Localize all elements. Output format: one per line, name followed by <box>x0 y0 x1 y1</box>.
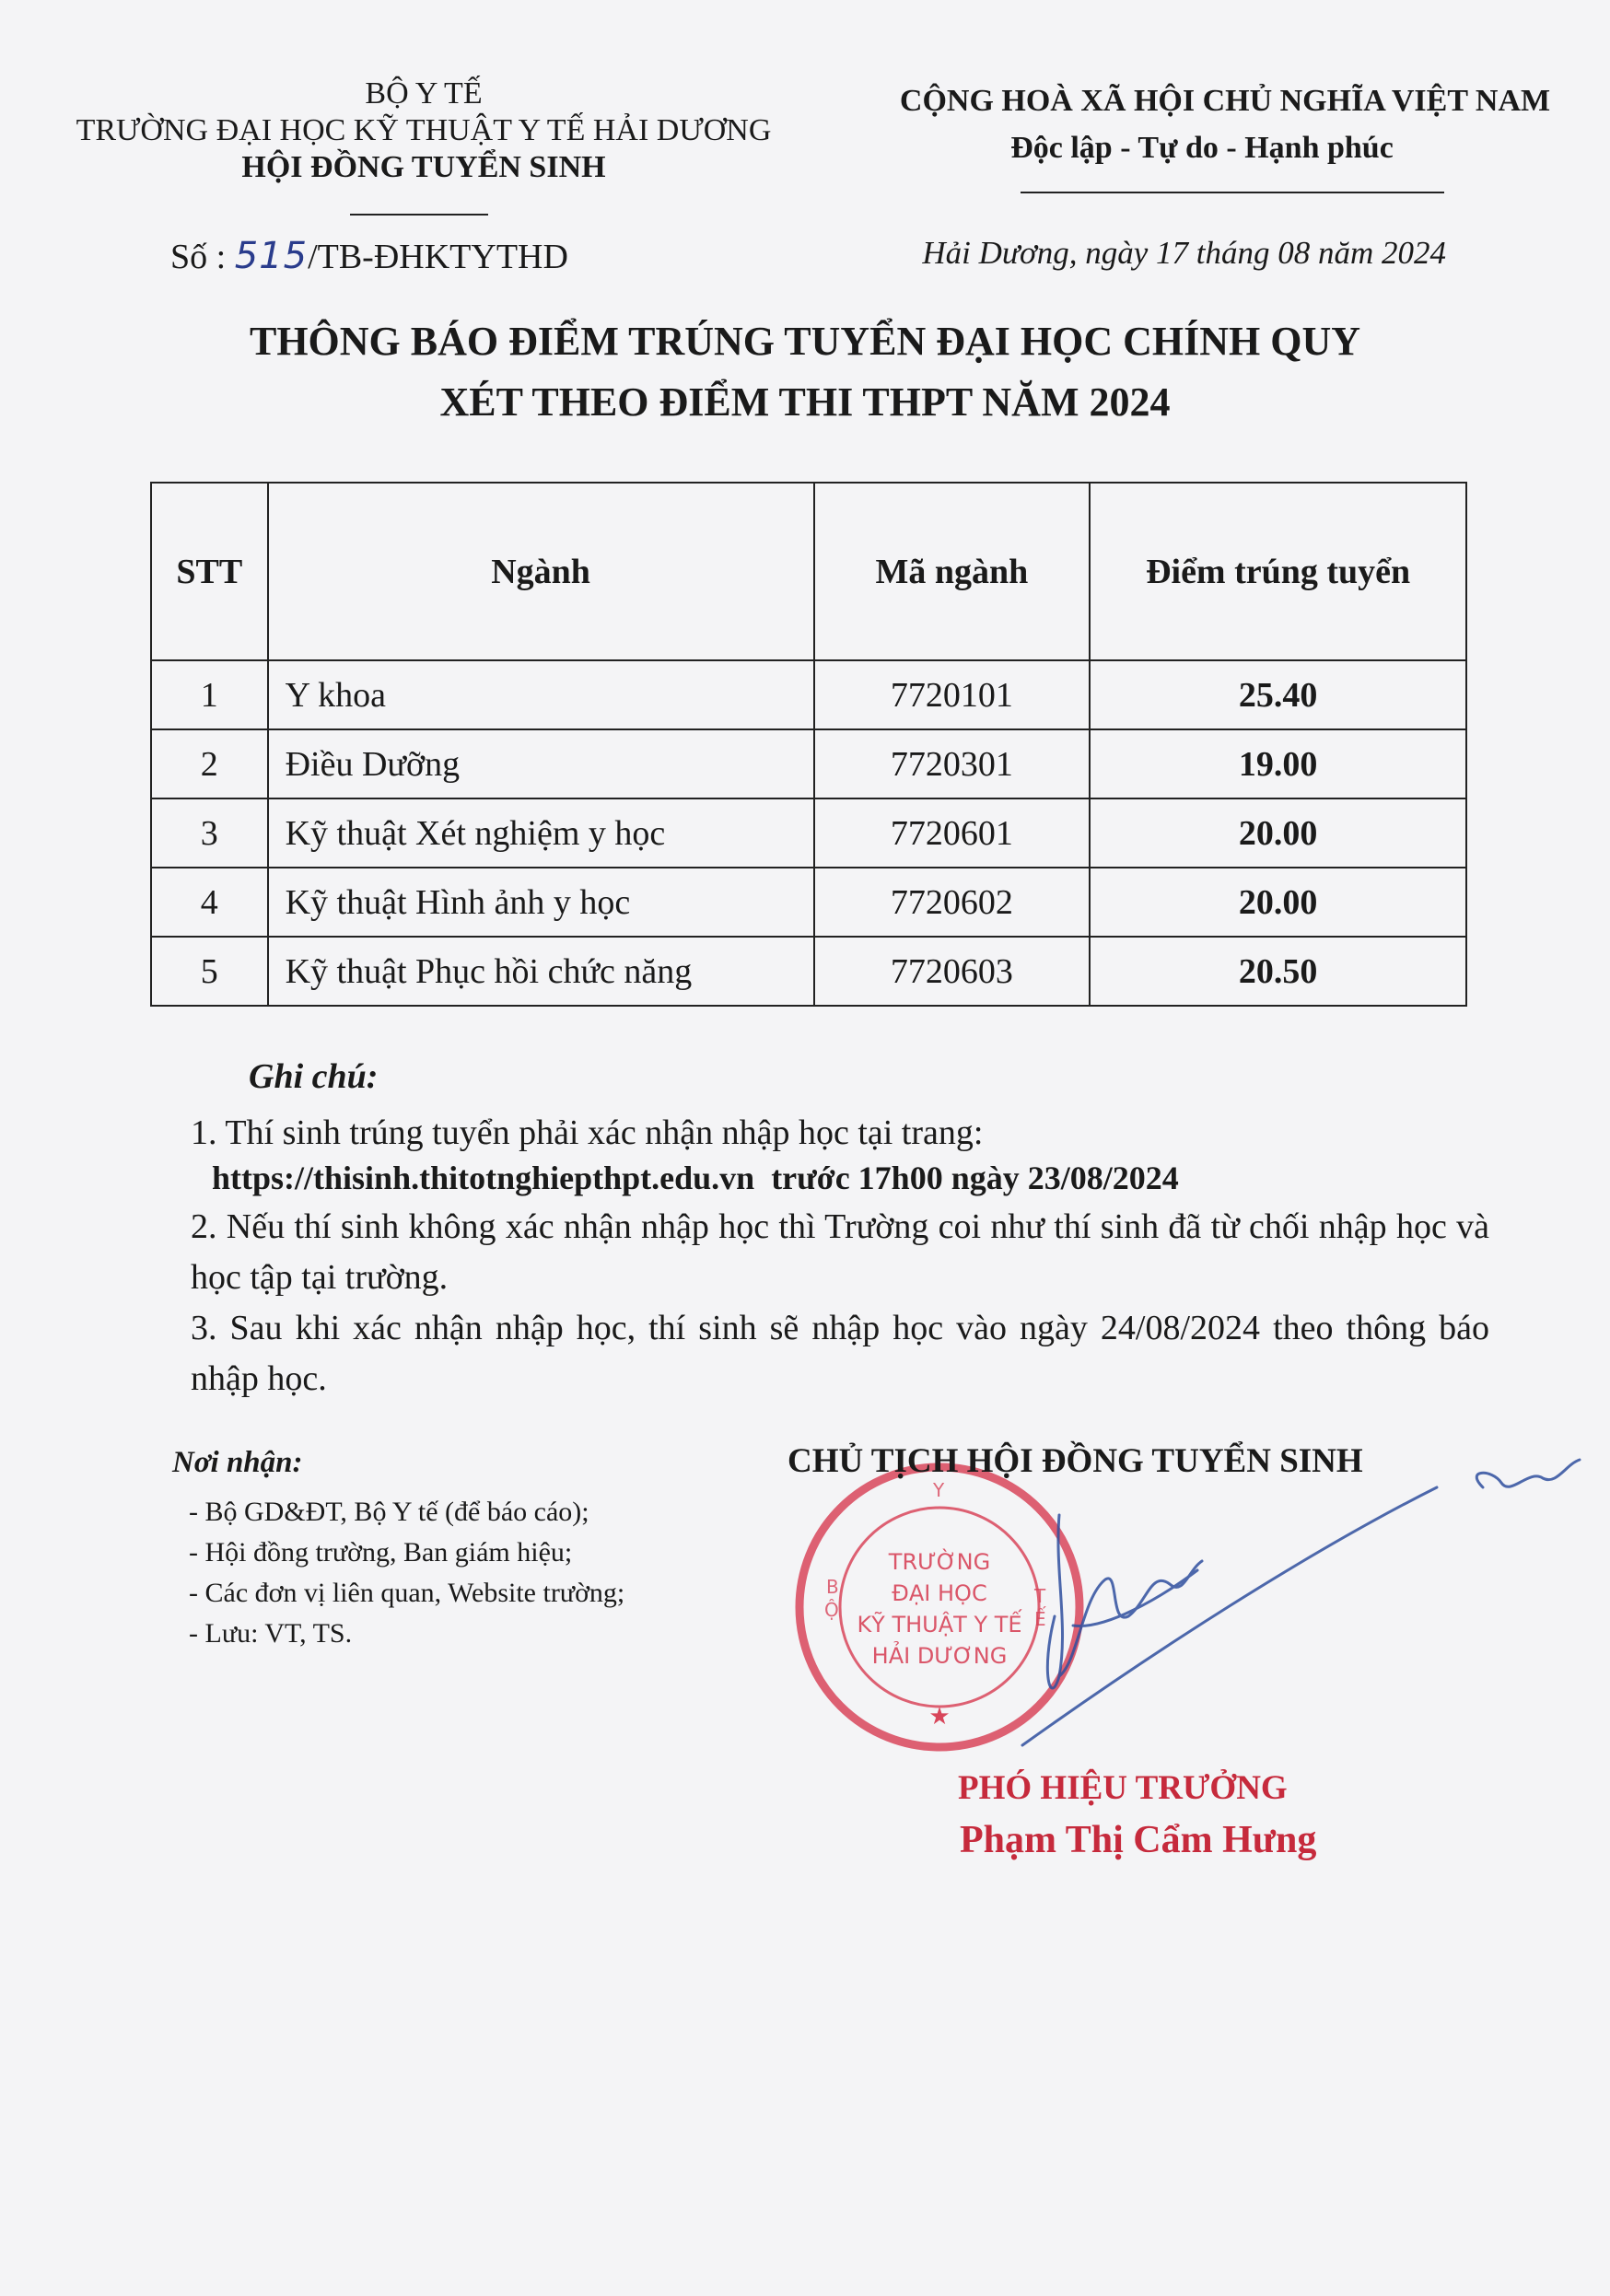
national-header <box>857 81 1593 169</box>
svg-text:T: T <box>1034 1585 1046 1607</box>
school-name: TRƯỜNG ĐẠI HỌC KỸ THUẬT Y TẾ HẢI DƯƠNG <box>76 113 772 147</box>
recipient-item: - Bộ GD&ĐT, Bộ Y tế (để báo cáo); <box>189 1497 589 1527</box>
header-stt: STT <box>151 483 268 660</box>
svg-text:★: ★ <box>928 1703 951 1731</box>
cell-nganh: Kỹ thuật Phục hồi chức năng <box>268 937 814 1006</box>
notes-heading: Ghi chú: <box>249 1057 379 1096</box>
cell-stt: 3 <box>151 798 268 868</box>
issuer-block <box>18 76 829 186</box>
cell-diem: 20.00 <box>1090 798 1466 868</box>
cell-diem: 20.00 <box>1090 868 1466 937</box>
svg-text:Ộ: Ộ <box>824 1599 839 1621</box>
signer-name: Phạm Thị Cẩm Hưng <box>960 1819 1317 1861</box>
document-number <box>170 235 568 277</box>
note-item-3: 3. Sau khi xác nhận nhập học, thí sinh sẽ nhập học vào ngày 24/08/2024 theo thông báo nhập học. <box>191 1309 1489 1398</box>
admission-score-table <box>150 482 1467 1007</box>
note-item-1-link <box>212 1159 1179 1197</box>
cell-ma-nganh: 7720301 <box>814 729 1091 798</box>
council-name: HỘI ĐỒNG TUYỂN SINH <box>241 150 606 184</box>
signer-position: PHÓ HIỆU TRƯỞNG <box>958 1769 1288 1807</box>
cell-stt: 4 <box>151 868 268 937</box>
cell-diem: 19.00 <box>1090 729 1466 798</box>
svg-text:B: B <box>826 1576 839 1598</box>
cell-stt: 2 <box>151 729 268 798</box>
cell-diem: 25.40 <box>1090 660 1466 729</box>
recipient-item: - Hội đồng trường, Ban giám hiệu; <box>189 1537 573 1568</box>
cell-nganh: Y khoa <box>268 660 814 729</box>
svg-text:Ế: Ế <box>1034 1608 1046 1630</box>
council-chair-title: CHỦ TỊCH HỘI ĐỒNG TUYỂN SINH <box>788 1442 1363 1480</box>
recipient-item: - Các đơn vị liên quan, Website trường; <box>189 1578 625 1608</box>
title-line-1: THÔNG BÁO ĐIỂM TRÚNG TUYỂN ĐẠI HỌC CHÍNH QUY <box>249 319 1361 364</box>
cell-ma-nganh: 7720603 <box>814 937 1091 1006</box>
title-line-2: XÉT THEO ĐIỂM THI THPT NĂM 2024 <box>439 379 1171 425</box>
national-motto: Độc lập - Tự do - Hạnh phúc <box>1010 131 1394 165</box>
admission-deadline: trước 17h00 ngày 23/08/2024 <box>771 1160 1179 1196</box>
handwritten-signature <box>921 1432 1584 1782</box>
table-header-row <box>151 483 1466 660</box>
cell-nganh: Kỹ thuật Xét nghiệm y học <box>268 798 814 868</box>
cell-nganh: Kỹ thuật Hình ảnh y học <box>268 868 814 937</box>
cell-stt: 1 <box>151 660 268 729</box>
cell-nganh: Điều Dưỡng <box>268 729 814 798</box>
cell-ma-nganh: 7720602 <box>814 868 1091 937</box>
doc-number-suffix: /TB-ĐHKTYTHD <box>308 238 568 276</box>
stamp-line-3: KỸ THUẬT Y TẾ <box>857 1612 1022 1638</box>
table-row <box>151 798 1466 868</box>
nation-name: CỘNG HOÀ XÃ HỘI CHỦ NGHĨA VIỆT NAM <box>899 84 1551 118</box>
table-row <box>151 868 1466 937</box>
svg-text:Y: Y <box>933 1479 945 1501</box>
doc-number-handwritten: 515 <box>234 235 309 277</box>
stamp-line-4: HẢI DƯƠNG <box>871 1643 1008 1669</box>
cell-ma-nganh: 7720601 <box>814 798 1091 868</box>
table-row <box>151 937 1466 1006</box>
admission-url: https://thisinh.thitotnghiepthpt.edu.vn <box>212 1160 755 1196</box>
recipient-item: - Lưu: VT, TS. <box>189 1618 353 1649</box>
cell-ma-nganh: 7720101 <box>814 660 1091 729</box>
place-date: Hải Dương, ngày 17 tháng 08 năm 2024 <box>922 235 1446 271</box>
motto-underline <box>1021 192 1444 193</box>
cell-diem: 20.50 <box>1090 937 1466 1006</box>
table-row <box>151 660 1466 729</box>
stamp-line-1: TRƯỜNG <box>888 1549 991 1575</box>
header-left-underline <box>350 214 488 216</box>
header-diem: Điểm trúng tuyển <box>1090 483 1466 660</box>
doc-number-prefix: Số : <box>170 238 227 276</box>
ministry-name: BỘ Y TẾ <box>365 76 483 111</box>
note-item-1: 1. Thí sinh trúng tuyển phải xác nhận nhập học tại trang: <box>191 1113 984 1152</box>
note-item-2: 2. Nếu thí sinh không xác nhận nhập học thì Trường coi như thí sinh đã từ chối nhập học và học tập tại trường. <box>191 1207 1489 1297</box>
document-title <box>0 311 1610 433</box>
header-ma-nganh: Mã ngành <box>814 483 1091 660</box>
recipients-heading: Nơi nhận: <box>172 1446 303 1479</box>
cell-stt: 5 <box>151 937 268 1006</box>
header-nganh: Ngành <box>268 483 814 660</box>
table-row <box>151 729 1466 798</box>
stamp-line-2: ĐẠI HỌC <box>892 1580 987 1606</box>
